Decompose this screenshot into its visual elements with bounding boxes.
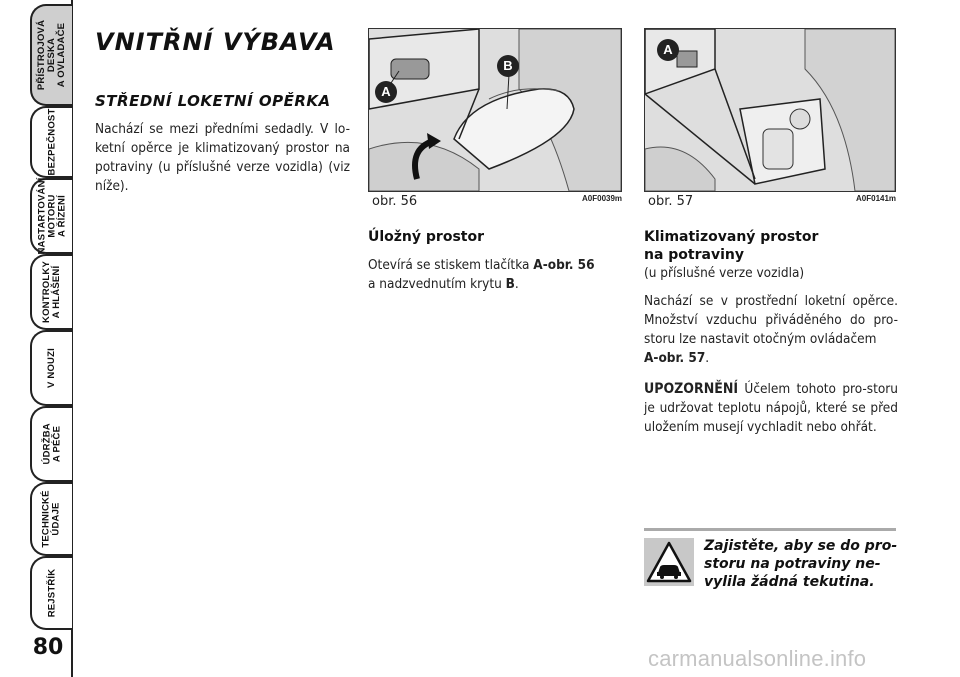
cooled-heading: Klimatizovaný prostor na potraviny bbox=[644, 229, 819, 263]
tab-nastartovani[interactable]: NASTARTOVÁNÍ MOTORU A ŘÍZENÍ bbox=[30, 178, 72, 254]
cooled-subheading: (u příslušné verze vozidla) bbox=[644, 265, 805, 281]
storage-ref-a: A-obr. 56 bbox=[533, 257, 595, 273]
warning-label: UPOZORNĚNÍ bbox=[644, 381, 739, 397]
armrest-illustration bbox=[369, 29, 621, 191]
page-number: 80 bbox=[32, 635, 64, 660]
figure-57-code: A0F0141m bbox=[856, 194, 897, 203]
warning-divider bbox=[644, 528, 896, 531]
cooled-ref-a: A-obr. 57 bbox=[644, 350, 706, 366]
figure-57-caption: obr. 57 bbox=[648, 194, 694, 209]
storage-heading: Úložný prostor bbox=[368, 229, 484, 245]
page-title: VNITŘNÍ VÝBAVA bbox=[95, 28, 336, 56]
intro-paragraph: Nachází se mezi předními sedadly. V lo-ketní opěrce je klimatizovaný prostor na potraviny (u příslušné verze vozidla) (viz níže). bbox=[95, 121, 350, 194]
chapter-sidebar bbox=[0, 0, 86, 677]
figure-56-caption: obr. 56 bbox=[372, 194, 418, 209]
callout-a: A bbox=[657, 39, 679, 61]
tab-technicke-udaje[interactable]: TECHNICKÉ ÚDAJE bbox=[30, 482, 72, 556]
tab-rejstrik[interactable]: REJSTŘÍK bbox=[30, 556, 72, 630]
figure-56-armrest bbox=[368, 28, 622, 192]
tab-pristrojova-deska[interactable]: PŘÍSTROJOVÁ DESKA A OVLADAČE bbox=[30, 4, 72, 106]
warning-text: Zajistěte, aby se do pro-storu na potraviny ne-vylila žádná tekutina. bbox=[704, 538, 898, 590]
callout-a: A bbox=[375, 81, 397, 103]
section-title: STŘEDNÍ LOKETNÍ OPĚRKA bbox=[95, 92, 331, 110]
storage-ref-b: B bbox=[505, 276, 515, 292]
warning-triangle-car-icon bbox=[644, 538, 694, 586]
watermark: carmanualsonline.info bbox=[648, 646, 867, 671]
cooled-paragraph: Nachází se v prostřední loketní opěrce. Množství vzduchu přiváděného do pro-storu lze nastavit otočným ovládačem A-obr. 57. bbox=[644, 293, 898, 366]
tab-udrzba[interactable]: ÚDRŽBA A PÉČE bbox=[30, 406, 72, 482]
tab-bezpecnost[interactable]: BEZPEČNOST bbox=[30, 106, 72, 178]
figure-56-code: A0F0039m bbox=[582, 194, 623, 203]
figure-57-cooled-compartment bbox=[644, 28, 896, 192]
storage-paragraph: Otevírá se stiskem tlačítka A-obr. 56 a nadzvednutím krytu B. bbox=[368, 257, 595, 292]
cooled-warning-paragraph: UPOZORNĚNÍ Účelem tohoto pro-storu je udržovat teplotu nápojů, které se před uložením musejí vychladit nebo ohřát. bbox=[644, 381, 898, 435]
cooled-compartment-illustration bbox=[645, 29, 895, 191]
callout-b: B bbox=[497, 55, 519, 77]
tab-kontrolky[interactable]: KONTROLKY A HLÁŠENÍ bbox=[30, 254, 72, 330]
tab-v-nouzi[interactable]: V NOUZI bbox=[30, 330, 72, 406]
